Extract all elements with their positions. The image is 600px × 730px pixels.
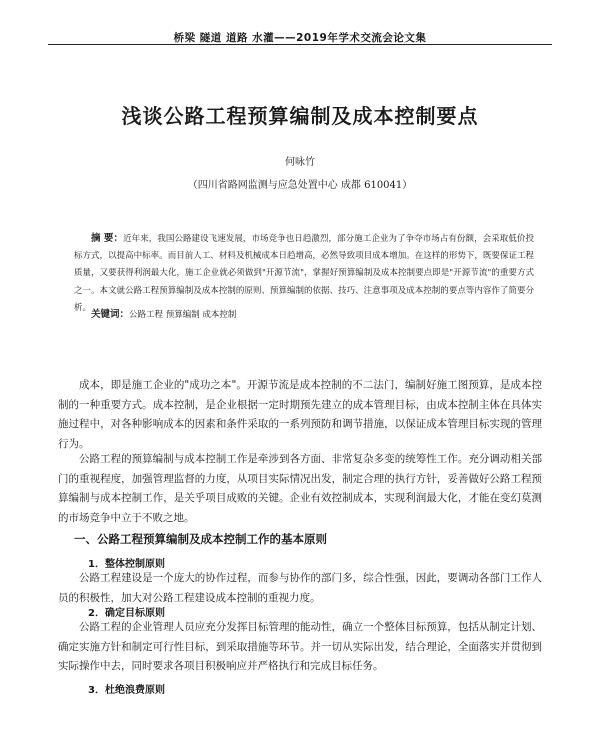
keywords-label: 关键词：	[91, 309, 130, 320]
header-rule	[48, 44, 552, 45]
article-title: 浅谈公路工程预算编制及成本控制要点	[121, 104, 479, 128]
subsection-heading-2: 2．确定目标原则	[88, 608, 165, 619]
subsection-2-text: 公路工程的企业管理人员应充分发挥目标管理的能动性，确立一个整体目标预算，包括从制定计划、确定实施方针和制定可行性目标，到采取措施等环节。并一切从实际出发，结合理论，全面落实并贯彻到实际操作中去，同时要求各项目积极响应并严格执行和完成目标任务。	[58, 621, 542, 672]
section-heading-1: 一、公路工程预算编制及成本控制工作的基本原则	[74, 532, 327, 546]
author-name: 何咏竹	[285, 157, 315, 168]
body-paragraph-2: 公路工程的预算编制与成本控制工作是牵涉到各方面、非常复杂多变的统筹性工作。充分调动相关部门的重视程度，加强管理监督的力度，从项目实际情况出发，制定合理的执行方针，妥善做好公路工程预算编制与成本控制工作，是关乎项目成败的关键。企业有效控制成本，实现利润最大化，才能在变幻莫测的市场竞争中立于不败之地。	[58, 453, 542, 524]
running-head: 桥梁 隧道 道路 水灌——2019年学术交流会论文集	[173, 32, 427, 44]
subsection-heading-3: 3．杜绝浪费原则	[88, 685, 165, 696]
abstract-text: 近年来，我国公路建设飞速发展，市场竞争也日趋激烈，部分施工企业为了争夺市场占有份额，会采取低价投标方式，以提高中标率。而目前人工、材料及机械成本日趋增高，必然导致项目成本增加。在这样的形势下，既要保证工程质量，又要获得利润最大化，施工企业就必须做到"开源节流"，掌握好预算编制及成本控制要点即是"开源节流"的重要方式之一。本文就公路工程预算编制及成本控制的原则、预算编制的依据、技巧、注意事项及成本控制的要点等内容作了简要分析。	[74, 234, 534, 313]
body-paragraph-1: 成本，即是施工企业的"成功之本"。开源节流是成本控制的不二法门，编制好施工图预算，是成本控制的一种重要方式。成本控制，是企业根据一定时期预先建立的成本管理目标，由成本控制主体在具体实施过程中，对各种影响成本的因素和条件采取的一系列预防和调节措施，以保证成本管理目标实现的管理行为。	[58, 379, 542, 450]
abstract-label: 摘 要：	[91, 233, 124, 244]
abstract	[74, 230, 534, 317]
keywords	[74, 306, 534, 320]
keywords-text: 公路工程 预算编制 成本控制	[129, 310, 237, 320]
subsection-heading-1: 1．整体控制原则	[88, 559, 165, 570]
author-affiliation: （四川省路网监测与应急处置中心 成都 610041）	[187, 180, 413, 191]
subsection-1-text: 公路工程建设是一个庞大的协作过程，而参与协作的部门多，综合性强，因此，要调动各部门工作人员的积极性，加大对公路工程建设成本控制的重视力度。	[58, 572, 542, 604]
